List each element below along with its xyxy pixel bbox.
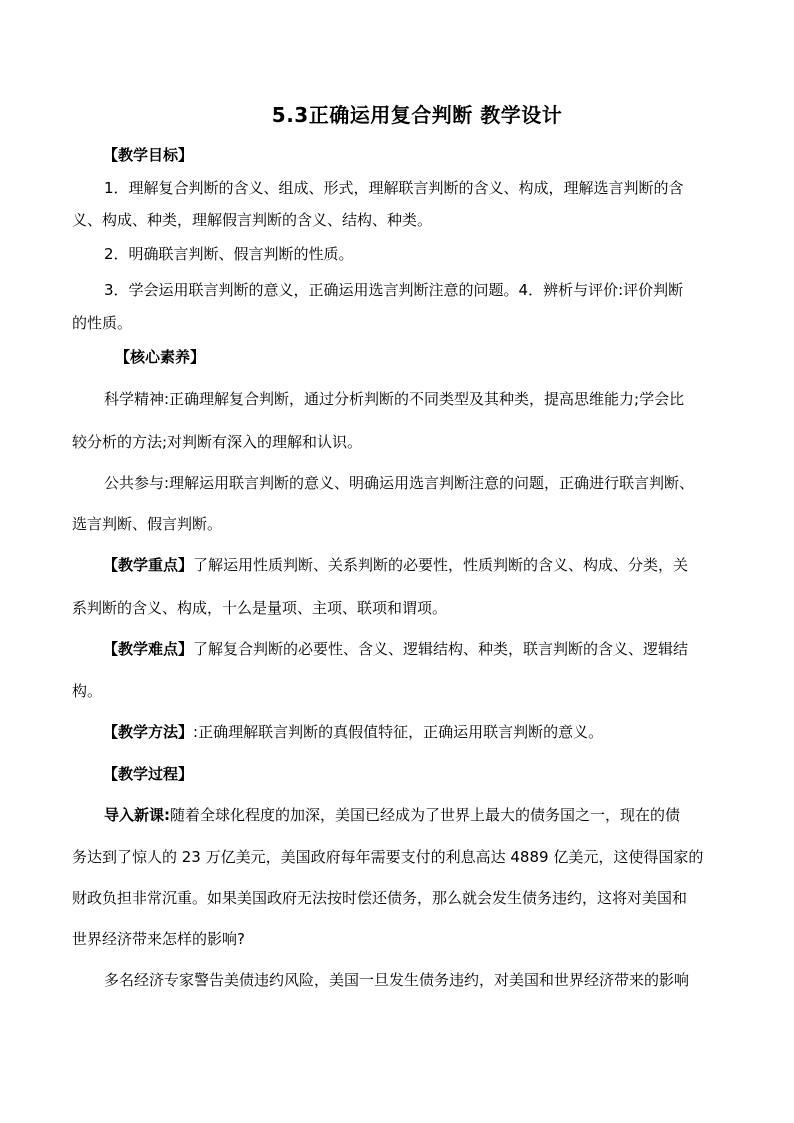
paragraph-2-line-1: 多名经济专家警告美债违约风险，美国一旦发生债务违约，对美国和世界经济带来的影响 [104, 971, 690, 989]
teaching-method-text: :正确理解联言判断的真假值特征，正确运用联言判断的意义。 [193, 723, 604, 741]
intro-text: 随着全球化程度的加深，美国已经成为了世界上最大的债务国之一，现在的债 [170, 806, 681, 824]
teaching-difficulty-label: 【教学难点】 [103, 640, 194, 658]
objective-3-line-1: 3．学会运用联言判断的意义，正确运用选言判断注意的问题。4．辨析与评价:评价判断 [104, 281, 684, 299]
intro-line-2: 务达到了惊人的 23 万亿美元，美国政府每年需要支付的利息高达 4889 亿美元，这使得国家的 [72, 848, 704, 866]
intro-line-1 [104, 805, 764, 825]
page-title: 5.3正确运用复合判断 教学设计 [271, 103, 563, 127]
intro-label: 导入新课: [104, 806, 170, 824]
teaching-focus-line-1 [103, 555, 763, 575]
teaching-focus-label: 【教学重点】 [103, 556, 194, 574]
objective-2: 2．明确联言判断、假言判断的性质。 [104, 245, 354, 263]
objective-3-line-2: 的性质。 [72, 314, 133, 332]
objective-1-line-1: 1．理解复合判断的含义、组成、形式，理解联言判断的含义、构成，理解选言判断的含 [104, 179, 684, 197]
teaching-focus-text: 了解运用性质判断、关系判断的必要性，性质判断的含义、构成、分类，关 [193, 556, 689, 574]
objective-1-line-2: 义、构成、种类，理解假言判断的含义、结构、种类。 [72, 211, 433, 229]
teaching-method-label: 【教学方法】 [103, 723, 194, 741]
objectives-heading: 【教学目标】 [103, 146, 194, 164]
process-heading: 【教学过程】 [103, 765, 194, 783]
intro-line-3: 财政负担非常沉重。如果美国政府无法按时偿还债务，那么就会发生债务违约，这将对美国和 [72, 889, 688, 907]
literacy-heading: 【核心素养】 [115, 348, 206, 366]
intro-line-4: 世界经济带来怎样的影响? [72, 930, 245, 948]
teaching-difficulty-line-1 [103, 639, 763, 659]
public-participation-line-2: 选言判断、假言判断。 [72, 515, 223, 533]
public-participation-line-1: 公共参与:理解运用联言判断的意义、明确运用选言判断注意的问题，正确进行联言判断、 [104, 474, 695, 492]
teaching-difficulty-line-2: 构。 [72, 682, 103, 700]
science-spirit-line-2: 较分析的方法;对判断有深入的理解和认识。 [72, 433, 363, 451]
science-spirit-line-1: 科学精神:正确理解复合判断，通过分析判断的不同类型及其种类，提高思维能力;学会比 [104, 390, 685, 408]
teaching-method-line [103, 722, 763, 742]
teaching-difficulty-text: 了解复合判断的必要性、含义、逻辑结构、种类，联言判断的含义、逻辑结 [193, 640, 689, 658]
teaching-focus-line-2: 系判断的含义、构成，十么是量项、主项、联项和谓项。 [72, 599, 448, 617]
